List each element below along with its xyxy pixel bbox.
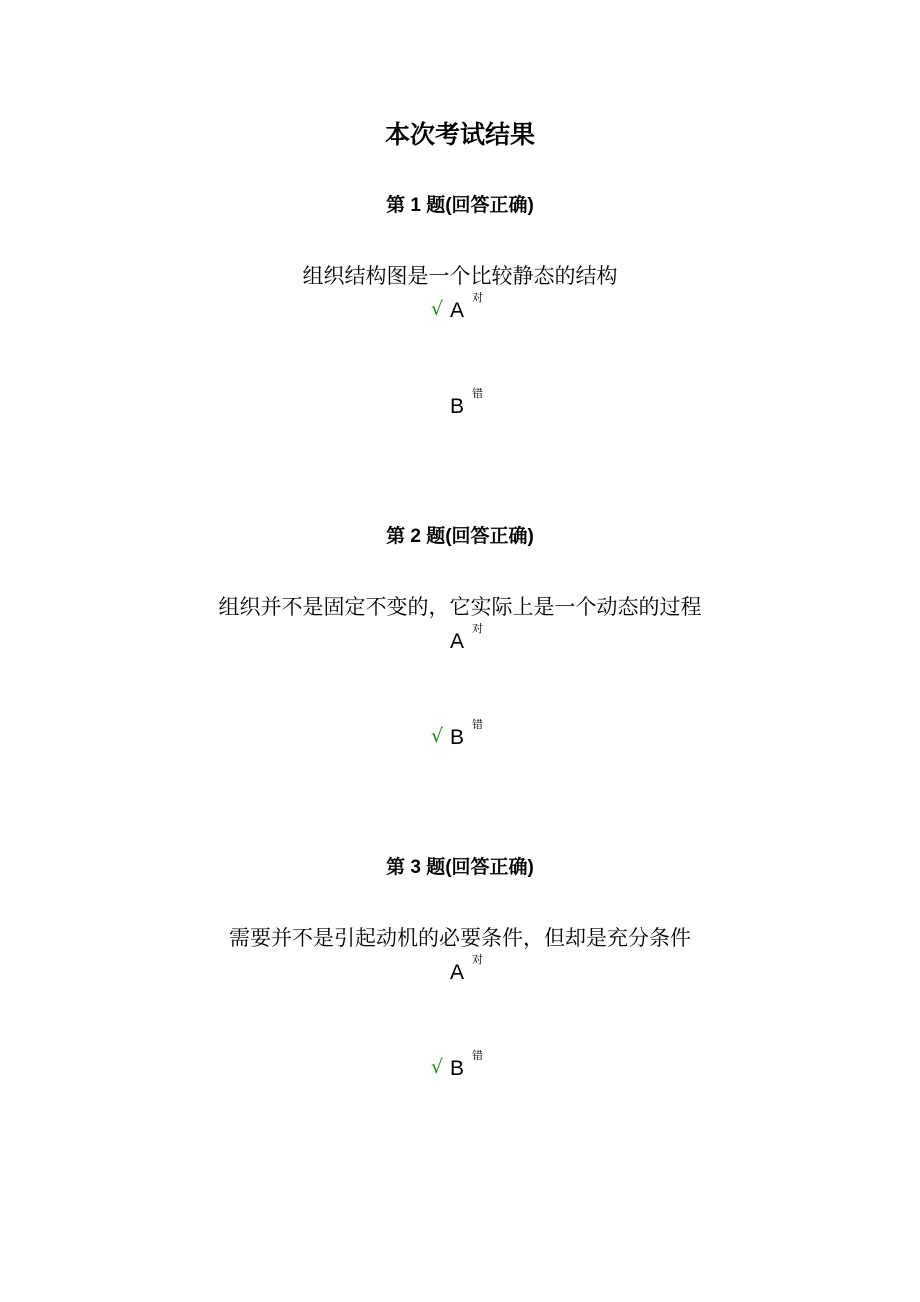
option-a[interactable] <box>0 953 920 990</box>
option-label: 对 <box>472 622 483 635</box>
option-label: 错 <box>472 1049 483 1062</box>
option-b[interactable] <box>0 718 920 755</box>
option-label: 错 <box>472 718 483 731</box>
option-a[interactable] <box>0 291 920 328</box>
option-letter: A <box>450 630 465 653</box>
question-text: 需要并不是引起动机的必要条件，但却是充分条件 <box>229 926 691 950</box>
check-mark-icon: √ <box>431 298 444 320</box>
option-letter: B <box>450 1057 465 1080</box>
option-letter: A <box>450 299 465 322</box>
option-b[interactable] <box>0 387 920 424</box>
option-a[interactable] <box>0 622 920 659</box>
option-label: 对 <box>472 291 483 304</box>
check-mark-icon: √ <box>431 1056 444 1078</box>
option-letter: B <box>450 726 465 749</box>
question-header: 第 2 题(回答正确) <box>386 526 534 547</box>
question-header: 第 3 题(回答正确) <box>386 857 534 878</box>
page-title: 本次考试结果 <box>384 120 535 149</box>
option-label: 对 <box>472 953 483 966</box>
question-header: 第 1 题(回答正确) <box>386 195 534 216</box>
option-label: 错 <box>472 387 483 400</box>
option-letter: A <box>450 961 465 984</box>
question-text: 组织并不是固定不变的，它实际上是一个动态的过程 <box>218 595 702 619</box>
option-letter: B <box>450 395 465 418</box>
check-mark-icon: √ <box>431 725 444 747</box>
option-b[interactable] <box>0 1049 920 1086</box>
question-text: 组织结构图是一个比较静态的结构 <box>302 264 618 288</box>
